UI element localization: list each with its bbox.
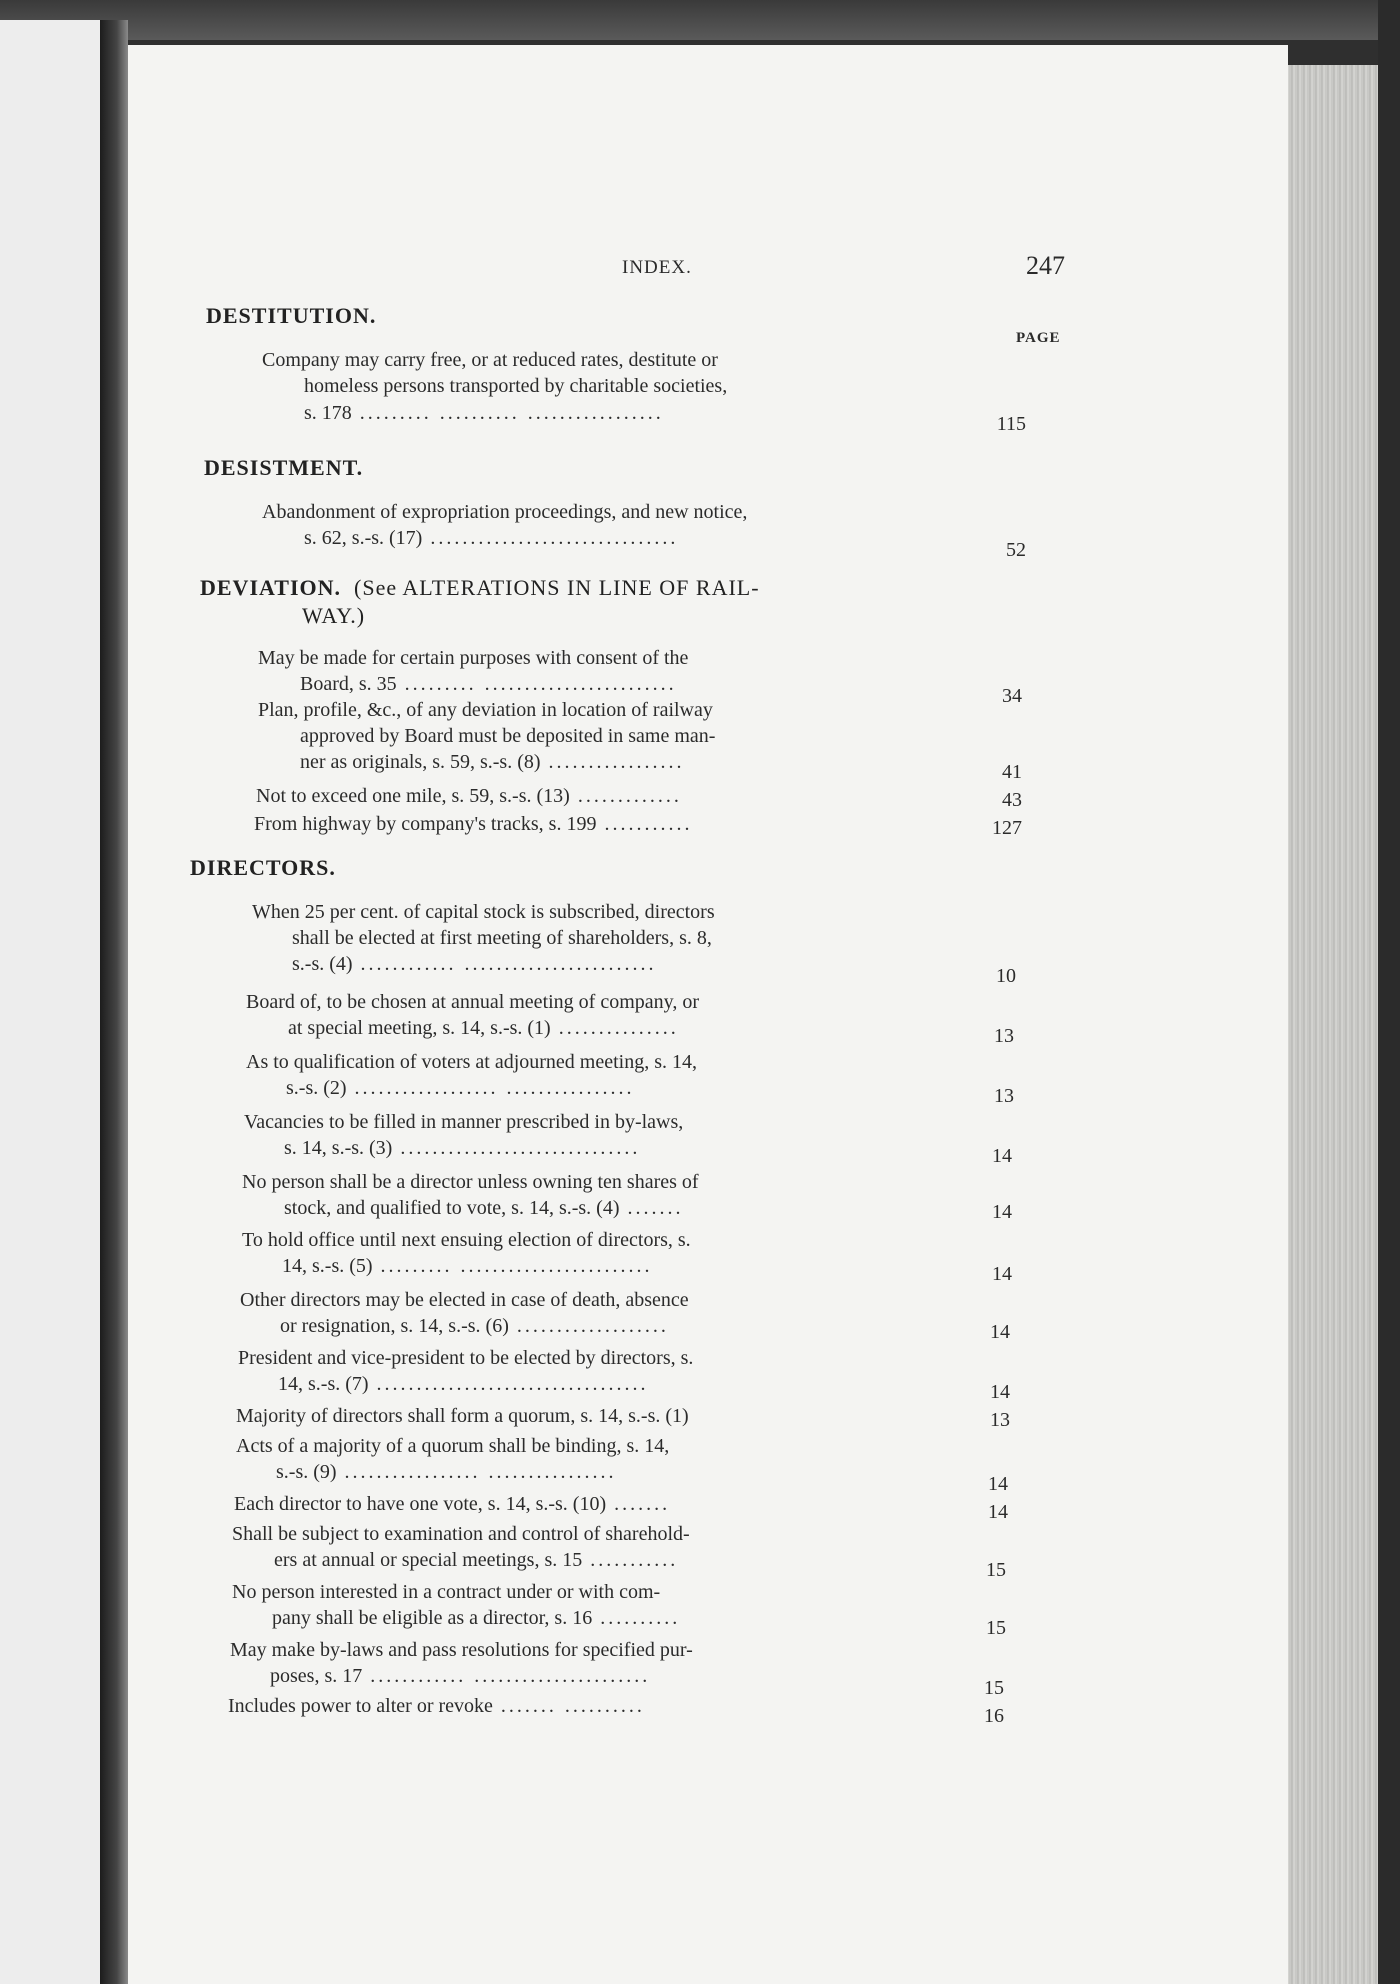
entry-line: Shall be subject to examination and control of sharehold-	[232, 1523, 690, 1545]
page-reference: 34	[1002, 685, 1022, 707]
photo-background	[0, 0, 1400, 40]
page-reference: 13	[990, 1409, 1010, 1431]
entry-line: at special meeting, s. 14, s.-s. (1) ...............	[288, 1017, 679, 1039]
entry-line: No person interested in a contract under or with com-	[232, 1581, 661, 1603]
entry-line: s.-s. (4) ............ ........................	[292, 953, 657, 975]
entry-line: 14, s.-s. (5) ......... ........................	[282, 1255, 653, 1277]
index-heading: DEVIATION. (See ALTERATIONS IN LINE OF RAIL-	[200, 575, 760, 600]
page-reference: 14	[992, 1201, 1012, 1223]
page-reference: 14	[990, 1321, 1010, 1343]
page-reference: 14	[990, 1381, 1010, 1403]
entry-line: Each director to have one vote, s. 14, s.-s. (10) .......	[234, 1493, 671, 1515]
entry-line: s.-s. (2) .................. ................	[286, 1077, 635, 1099]
entry-line: s. 14, s.-s. (3) ..............................	[284, 1137, 641, 1159]
page-number: 247	[1026, 251, 1065, 280]
entry-line: From highway by company's tracks, s. 199 ...........	[254, 813, 693, 835]
index-heading: DESTITUTION.	[206, 303, 377, 328]
entry-line: May make by-laws and pass resolutions for specified pur-	[230, 1639, 693, 1661]
entry-line: or resignation, s. 14, s.-s. (6) ...................	[280, 1315, 669, 1337]
entry-line: Board, s. 35 ......... ........................	[300, 673, 677, 695]
book-page	[128, 45, 1288, 1984]
page-reference: 43	[1002, 789, 1022, 811]
entry-line: When 25 per cent. of capital stock is subscribed, directors	[252, 901, 715, 923]
entry-line: Board of, to be chosen at annual meeting of company, or	[246, 991, 700, 1013]
entry-line: Includes power to alter or revoke ....... ..........	[228, 1695, 645, 1717]
page-reference: 127	[992, 817, 1022, 839]
entry-line: approved by Board must be deposited in same man-	[300, 725, 716, 747]
entry-line: To hold office until next ensuing election of directors, s.	[242, 1229, 691, 1251]
page-reference: 115	[996, 413, 1026, 435]
entry-line: s.-s. (9) ................. ................	[276, 1461, 617, 1483]
page-reference: 15	[986, 1559, 1006, 1581]
entry-line: Plan, profile, &c., of any deviation in location of railway	[258, 699, 713, 721]
entry-line: Vacancies to be filled in manner prescribed in by-laws,	[244, 1111, 684, 1133]
photo-background-right	[1378, 0, 1400, 1984]
entry-line: As to qualification of voters at adjourned meeting, s. 14,	[246, 1051, 698, 1073]
page-reference: 14	[992, 1263, 1012, 1285]
running-header: INDEX.	[622, 257, 692, 278]
page-reference: 14	[992, 1145, 1012, 1167]
entry-line: Abandonment of expropriation proceedings, and new notice,	[262, 501, 748, 523]
book-gutter	[100, 20, 128, 1984]
entry-line: May be made for certain purposes with consent of the	[258, 647, 689, 669]
page-column-label: PAGE	[1016, 330, 1061, 346]
entry-line: President and vice-president to be elected by directors, s.	[238, 1347, 694, 1369]
index-heading: DIRECTORS.	[190, 855, 336, 880]
page-reference: 52	[1006, 539, 1026, 561]
entry-line: shall be elected at first meeting of shareholders, s. 8,	[292, 927, 712, 949]
index-heading-note: WAY.)	[302, 603, 366, 628]
entry-line: ner as originals, s. 59, s.-s. (8) .................	[300, 751, 685, 773]
page-reference: 15	[984, 1677, 1004, 1699]
entry-line: homeless persons transported by charitable societies,	[304, 375, 728, 397]
entry-line: ers at annual or special meetings, s. 15 ...........	[274, 1549, 679, 1571]
entry-line: Acts of a majority of a quorum shall be binding, s. 14,	[236, 1435, 670, 1457]
page-reference: 10	[996, 965, 1016, 987]
page-reference: 14	[988, 1501, 1008, 1523]
page-reference: 13	[994, 1085, 1014, 1107]
page-reference: 15	[986, 1617, 1006, 1639]
entry-line: pany shall be eligible as a director, s. 16 ..........	[272, 1607, 681, 1629]
facing-page-edge	[0, 20, 112, 1984]
entry-line: Other directors may be elected in case of death, absence	[240, 1289, 689, 1311]
page-reference: 41	[1002, 761, 1022, 783]
index-heading: DESISTMENT.	[204, 455, 364, 480]
entry-line: Company may carry free, or at reduced rates, destitute or	[262, 349, 718, 371]
entry-line: Majority of directors shall form a quorum, s. 14, s.-s. (1)	[236, 1405, 689, 1427]
page-reference: 16	[984, 1705, 1004, 1727]
index-text	[128, 45, 1288, 1984]
page-reference: 13	[994, 1025, 1014, 1047]
entry-line: poses, s. 17 ............ ......................	[270, 1665, 651, 1687]
entry-line: No person shall be a director unless owning ten shares of	[242, 1171, 699, 1193]
entry-line: stock, and qualified to vote, s. 14, s.-s. (4) .......	[284, 1197, 684, 1219]
page-reference: 14	[988, 1473, 1008, 1495]
entry-line: s. 178 ......... .......... .................	[304, 402, 664, 424]
entry-line: Not to exceed one mile, s. 59, s.-s. (13) .............	[256, 785, 682, 807]
entry-line: 14, s.-s. (7) ..................................	[278, 1373, 649, 1395]
entry-line: s. 62, s.-s. (17) ...............................	[304, 527, 679, 549]
